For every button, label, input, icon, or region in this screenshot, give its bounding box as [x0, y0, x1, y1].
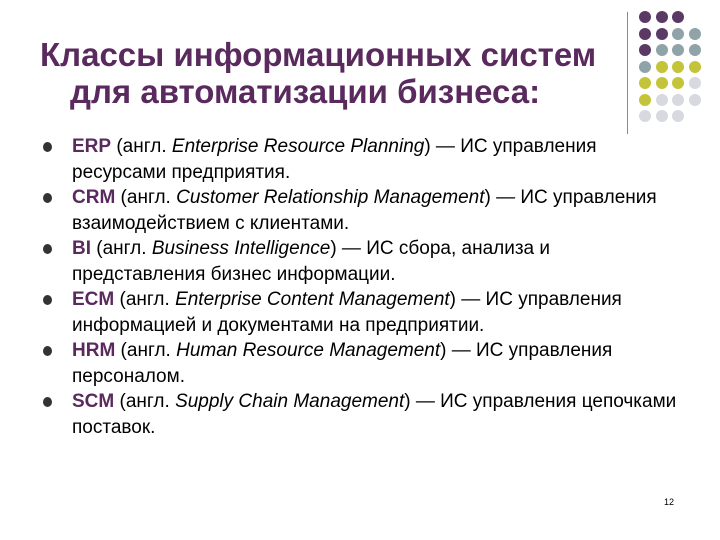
decorative-dot	[689, 61, 701, 73]
decorative-dot-grid	[639, 11, 719, 131]
bullet-icon	[43, 142, 52, 152]
item-prefix: (англ.	[115, 340, 177, 361]
list-item	[48, 134, 688, 185]
item-abbr: HRM	[72, 340, 116, 361]
item-prefix: (англ.	[111, 136, 172, 157]
list-item	[48, 389, 688, 440]
list-item	[48, 185, 688, 236]
decorative-dot	[672, 11, 684, 23]
item-abbr: ECM	[72, 289, 115, 310]
decorative-dot	[656, 11, 668, 23]
decorative-dot	[656, 94, 668, 106]
decorative-dot	[656, 61, 668, 73]
bullet-list	[48, 134, 688, 440]
item-description: ) — ИС управления ресурсами предприятия.	[72, 136, 597, 183]
decorative-dot	[689, 77, 701, 89]
decorative-dot	[689, 94, 701, 106]
item-prefix: (англ.	[91, 238, 152, 259]
item-abbr: ERP	[72, 136, 112, 157]
list-item	[48, 338, 688, 389]
decorative-dot	[672, 61, 684, 73]
bullet-icon	[43, 244, 52, 254]
decorative-dot	[672, 77, 684, 89]
bullet-icon	[43, 346, 52, 356]
decorative-dot	[639, 77, 651, 89]
item-term: Business Intelligence	[151, 238, 331, 259]
item-description: ) — ИС управления персоналом.	[72, 340, 613, 387]
decorative-dot	[639, 28, 651, 40]
decorative-dot	[672, 28, 684, 40]
item-term: Human Resource Management	[176, 340, 441, 361]
item-term: Supply Chain Management	[175, 391, 405, 412]
item-description: ) — ИС сбора, анализа и представления бизнес информации.	[72, 238, 551, 285]
decorative-dot	[689, 44, 701, 56]
decorative-dot	[639, 110, 651, 122]
slide-title	[40, 36, 660, 110]
title-line-1: Классы информационных систем	[40, 36, 597, 73]
bullet-icon	[43, 193, 52, 203]
decorative-dot	[639, 94, 651, 106]
list-item	[48, 236, 688, 287]
decorative-dot	[639, 44, 651, 56]
item-prefix: (англ.	[114, 391, 176, 412]
bullet-icon	[43, 397, 52, 407]
item-term: Enterprise Resource Planning	[171, 136, 425, 157]
bullet-icon	[43, 295, 52, 305]
item-prefix: (англ.	[115, 187, 177, 208]
list-item	[48, 287, 688, 338]
decorative-dot	[656, 28, 668, 40]
item-term: Enterprise Content Management	[175, 289, 450, 310]
decorative-dot	[656, 110, 668, 122]
page-number: 12	[664, 497, 675, 507]
decorative-dot	[656, 77, 668, 89]
item-description: ) — ИС управления цепочками поставок.	[72, 391, 677, 438]
title-line-2: для автоматизации бизнеса:	[70, 73, 541, 110]
item-abbr: SCM	[72, 391, 115, 412]
item-abbr: CRM	[72, 187, 116, 208]
decorative-dot	[656, 44, 668, 56]
decorative-dot	[672, 110, 684, 122]
decorative-dot	[672, 94, 684, 106]
item-prefix: (англ.	[114, 289, 176, 310]
decorative-dot	[689, 28, 701, 40]
decorative-divider	[627, 12, 628, 134]
item-abbr: BI	[72, 238, 91, 259]
item-description: ) — ИС управления взаимодействием с клиентами.	[72, 187, 657, 234]
decorative-dot	[639, 61, 651, 73]
decorative-dot	[639, 11, 651, 23]
item-term: Customer Relationship Management	[176, 187, 485, 208]
decorative-dot	[672, 44, 684, 56]
item-description: ) — ИС управления информацией и документами на предприятии.	[72, 289, 622, 336]
